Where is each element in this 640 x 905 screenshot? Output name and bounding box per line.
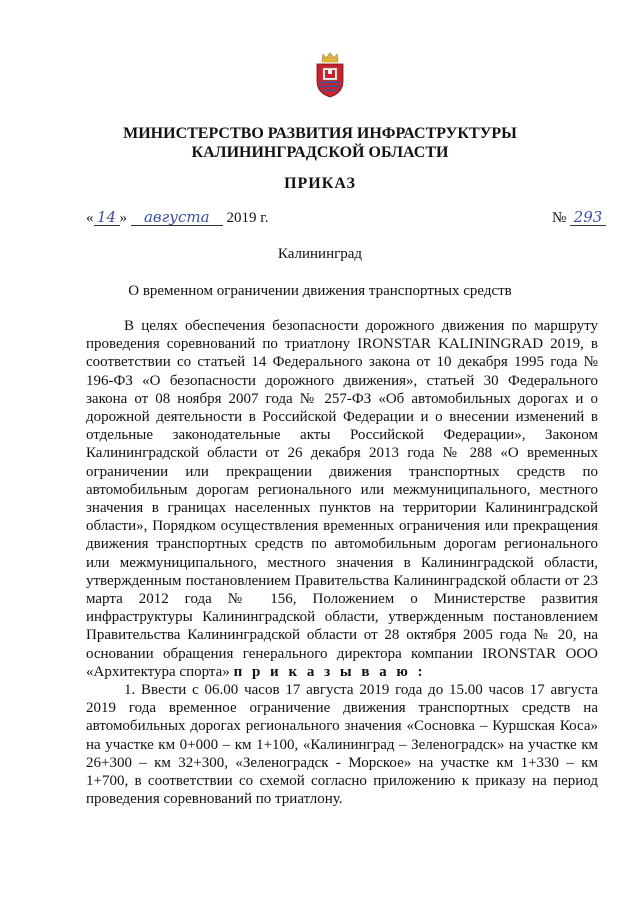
order-date [86, 210, 268, 227]
preamble-paragraph [86, 317, 598, 681]
ministry-name [0, 124, 640, 162]
city-name: Калининград [277, 246, 363, 262]
date-day: 14 [94, 210, 120, 226]
order-body [86, 317, 598, 808]
date-year: 2019 г. [226, 210, 269, 226]
date-number-row [86, 210, 606, 232]
date-month: августа [131, 210, 223, 226]
coat-of-arms-icon [314, 52, 346, 98]
document-type-title: ПРИКАЗ [284, 175, 356, 192]
date-open-quote: « [86, 210, 94, 226]
order-subject: О временном ограничении движения транспортных средств [128, 283, 512, 299]
order-number [552, 210, 606, 227]
order-number-prefix: № [551, 210, 567, 226]
ministry-line-2: КАЛИНИНГРАДСКОЙ ОБЛАСТИ [191, 144, 449, 161]
preamble-text: В целях обеспечения безопасности дорожного движения по маршруту проведения соревнований по триатлону IRONSTAR KALININGRAD 2019, в соответствии со статьей 14 Федерального закона от 10 декабря 1995 года № 196-ФЗ «О безопасности дорожного движения», статьей 30 Федерального закона от 08 ноября 2007 года № 257-ФЗ «Об автомобильных дорогах и о дорожной деятельности в Российской Федерации и о внесении изменений в отдельные законодательные акты Российской Федерации», Законом Калининградской области от 26 декабря 2013 года № 288 «О временных ограничении или прекращении движения транспортных средств по автомобильным дорогам регионального или межмуниципального, местного значения в границах населенных пунктов на территории Калининградской области», Порядком осуществления временных ограничения или прекращения движения транспортных средств по автомобильным дорогам регионального или межмуниципального, местного значения в Калининградской области, утвержденным постановлением Правительства Калининградской области от 23 марта 2012 года № 156, Положением о Министерстве развития инфраструктуры Калининградской области, утвержденным постановлением Правительства Калининградской области от 28 октября 2005 года № 20, на основании обращения генерального директора компании IRONSTAR ООО «Архитектура спорта» [86, 318, 598, 680]
ministry-line-1: МИНИСТЕРСТВО РАЗВИТИЯ ИНФРАСТРУКТУРЫ [123, 125, 517, 142]
item-1-paragraph: 1. Ввести с 06.00 часов 17 августа 2019 года до 15.00 часов 17 августа 2019 года временное ограничение движения транспортных средств на автомобильных дорогах регионального значения «Сосновка – Куршская Коса» на участке км 0+000 – км 1+100, «Калининград – Зеленоградск» на участке км 26+300 – км 32+300, «Зеленоградск - Морское» на участке км 1+330 – км 1+700, в соответствии со схемой согласно приложению к приказу на период проведения соревнований по триатлону. [86, 682, 598, 808]
order-number-value: 293 [570, 210, 606, 226]
date-close-quote: » [119, 210, 127, 226]
order-word: п р и к а з ы в а ю : [233, 663, 426, 680]
